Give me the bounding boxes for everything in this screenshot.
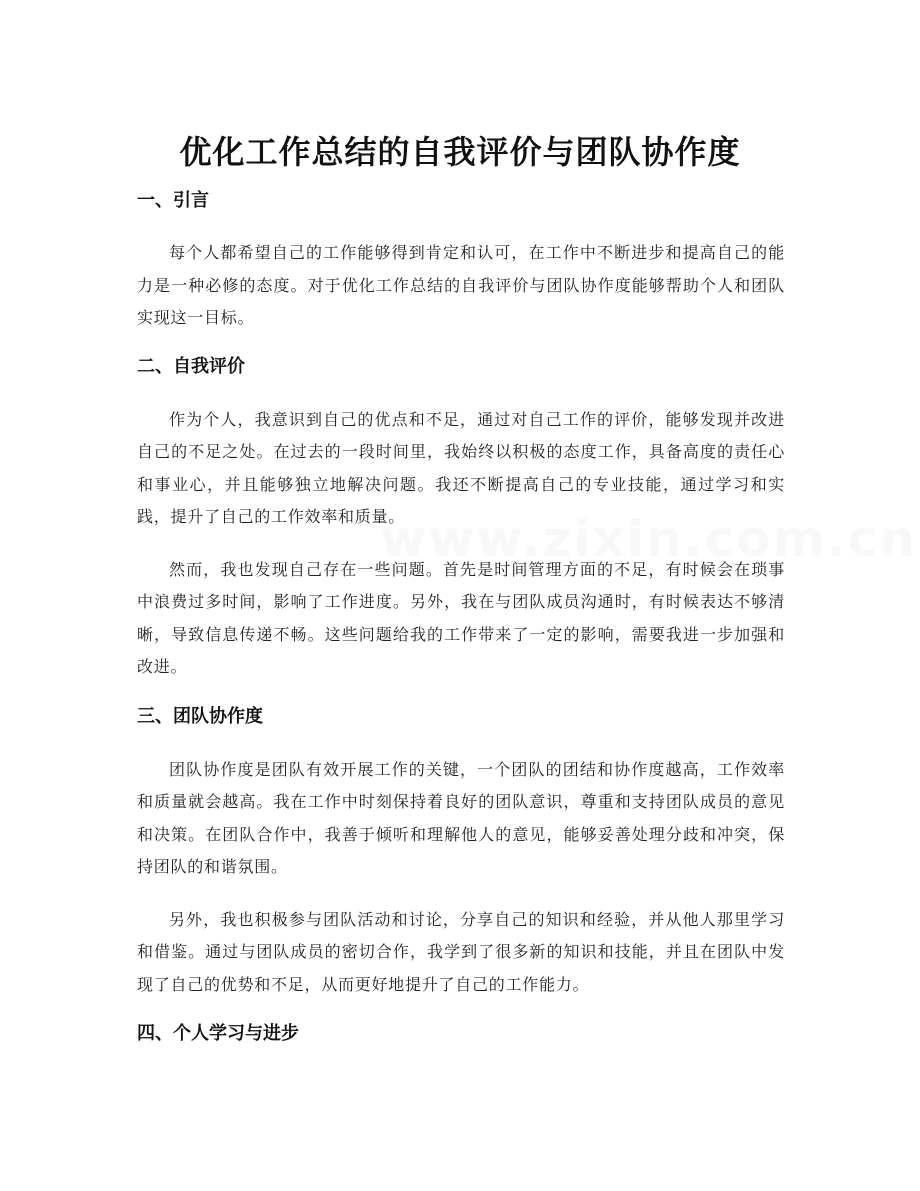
paragraph: 另外，我也积极参与团队活动和讨论，分享自己的知识和经验，并从他人那里学习和借鉴。通过与团队成员的密切合作，我学到了很多新的知识和技能，并且在团队中发现了自己的优势和不足，从而更好地提升了自己的工作能力。 <box>137 909 785 994</box>
paragraph: 然而，我也发现自己存在一些问题。首先是时间管理方面的不足，有时候会在琐事中浪费过多时间，影响了工作进度。另外，我在与团队成员沟通时，有时候表达不够清晰，导致信息传递不畅。这些问题给我的工作带来了一定的影响，需要我进一步加强和改进。 <box>137 559 785 676</box>
watermark: www.zixin.com.cn <box>380 510 917 568</box>
section-heading-intro: 一、引言 <box>137 190 209 211</box>
section-heading-self-evaluation: 二、自我评价 <box>137 355 245 377</box>
section-heading-team-collaboration: 三、团队协作度 <box>137 705 263 727</box>
section-heading-personal-learning: 四、个人学习与进步 <box>137 1023 299 1044</box>
paragraph: 作为个人，我意识到自己的优点和不足，通过对自己工作的评价，能够发现并改进自己的不足之处。在过去的一段时间里，我始终以积极的态度工作，具备高度的责任心和事业心，并且能够独立地解决问题。我还不断提高自己的专业技能，通过学习和实践，提升了自己的工作效率和质量。 <box>137 409 785 526</box>
paragraph: 团队协作度是团队有效开展工作的关键，一个团队的团结和协作度越高，工作效率和质量就会越高。我在工作中时刻保持着良好的团队意识，尊重和支持团队成员的意见和决策。在团队合作中，我善于倾听和理解他人的意见，能够妥善处理分歧和冲突，保持团队的和谐氛围。 <box>137 759 785 876</box>
document-title: 优化工作总结的自我评价与团队协作度 <box>179 133 741 172</box>
document-body <box>137 186 785 1049</box>
paragraph: 每个人都希望自己的工作能够得到肯定和认可，在工作中不断进步和提高自己的能力是一种必修的态度。对于优化工作总结的自我评价与团队协作度能够帮助个人和团队实现这一目标。 <box>137 243 785 327</box>
